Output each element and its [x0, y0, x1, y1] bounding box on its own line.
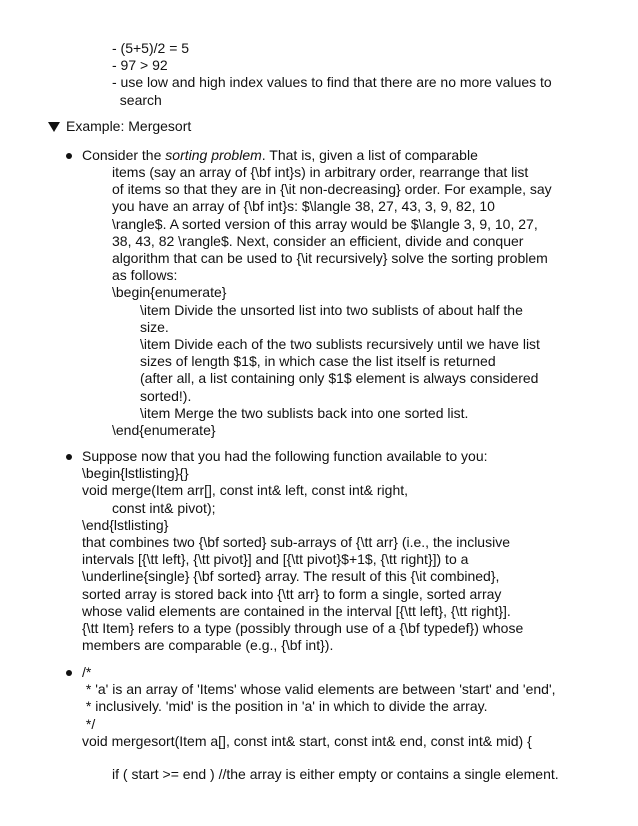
note-line: - (5+5)/2 = 5 [112, 40, 190, 56]
item-line: \item Divide each of the two sublists recursively until we have list [140, 336, 540, 352]
bullet1-end: \end{enumerate} [112, 422, 216, 438]
item-line: (after all, a list containing only $1$ element is always considered [140, 370, 539, 387]
item-line: \item Merge the two sublists back into one sorted list. [140, 404, 469, 421]
body-line: \rangle$. A sorted version of this array would be $\langle 3, 9, 10, 27, [112, 215, 538, 232]
text-line: \underline{single} {\bf sorted} array. The result of this {\it combined}, [82, 568, 500, 585]
body-line: algorithm that can be used to {\it recursively} solve the sorting problem [112, 250, 548, 267]
code-line: */ [82, 715, 96, 732]
bullet1-body [112, 164, 552, 302]
bullet2-indent: const int& pivot); [112, 499, 216, 516]
section-title: Example: Mergesort [66, 118, 192, 134]
lead-rest: . That is, given a list of comparable [261, 147, 478, 163]
body-line: 38, 43, 82 \rangle$. Next, consider an efficient, divide and conquer [112, 232, 524, 249]
bullet-icon [66, 153, 72, 159]
note-line: - use low and high index values to find that there are no more values to [112, 74, 552, 91]
text-line: sorted array is stored back into {\tt arr} to form a single, sorted array [82, 585, 502, 602]
body-line: you have an array of {\bf int}s: $\langle 38, 27, 43, 3, 9, 82, 10 [112, 198, 495, 215]
item-line: \item Divide the unsorted list into two sublists of about half the [140, 301, 523, 318]
text-line: void merge(Item arr[], const int& left, const int& right, [82, 482, 409, 499]
bullet3-last: if ( start >= end ) //the array is either empty or contains a single element. [112, 766, 559, 782]
bullet-icon [66, 670, 72, 676]
text-line: that combines two {\bf sorted} sub-arrays of {\tt arr} (i.e., the inclusive [82, 534, 510, 550]
text-line: \end{lstlisting} [82, 516, 169, 533]
body-line: items (say an array of {\bf int}s) in arbitrary order, rearrange that list [112, 164, 529, 180]
text-line: whose valid elements are contained in the interval [{\tt left}, {\tt right}]. [82, 602, 511, 619]
item-line: sizes of length $1$, in which case the list itself is returned [140, 353, 496, 370]
body-line: \begin{enumerate} [112, 284, 227, 301]
text-line: members are comparable (e.g., {\bf int}). [82, 637, 334, 654]
body-line: of items so that they are in {\it non-decreasing} order. For example, say [112, 181, 552, 198]
text-line: Suppose now that you had the following function available to you: [82, 448, 488, 464]
note-line: - 97 > 92 [112, 57, 168, 74]
code-line: void mergesort(Item a[], const int& start, const int& end, const int& mid) { [82, 732, 532, 749]
collapse-triangle-icon[interactable] [48, 122, 60, 132]
item-line: sorted!). [140, 387, 192, 404]
text-line: intervals [{\tt left}, {\tt pivot}] and [{\tt pivot}$+1$, {\tt right}]) to a [82, 551, 469, 568]
code-line: /* [82, 664, 92, 680]
bullet2-a [82, 448, 488, 500]
bullet3-code [82, 664, 556, 750]
lead-text: Consider the [82, 147, 166, 163]
text-line: \begin{lstlisting}{} [82, 465, 189, 482]
bullet-icon [66, 454, 72, 460]
code-line: * inclusively. 'mid' is the position in 'a' in which to divide the array. [82, 698, 488, 715]
lead-italic: sorting problem [165, 147, 262, 163]
code-line: * 'a' is an array of 'Items' whose valid elements are between 'start' and 'end', [82, 681, 556, 698]
bullet1-lead [82, 147, 478, 164]
body-line: as follows: [112, 267, 178, 284]
bullet2-b [82, 517, 523, 655]
note-line: search [112, 91, 162, 108]
text-line: {\tt Item} refers to a type (possibly through use of a {\bf typedef}) whose [82, 620, 524, 637]
item-line: size. [140, 318, 169, 335]
top-notes [112, 40, 552, 109]
bullet1-items [140, 302, 540, 422]
